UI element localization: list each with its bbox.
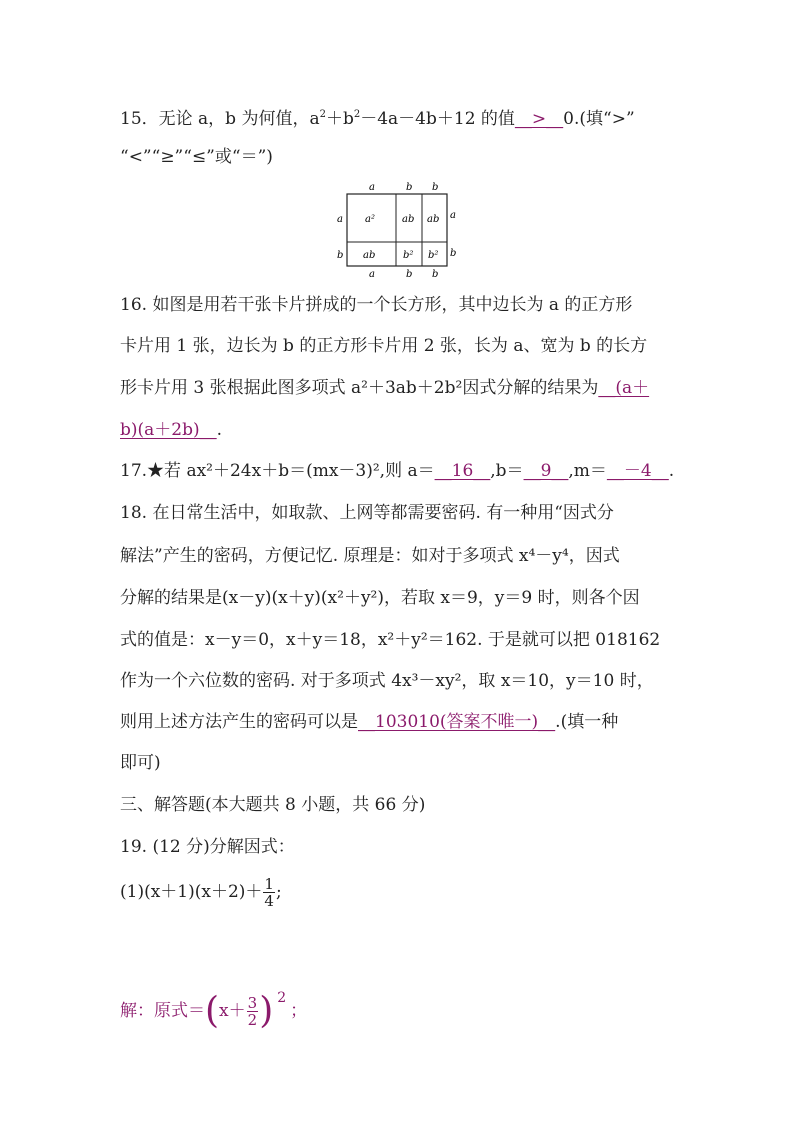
fraction-three-halves bbox=[247, 995, 259, 1028]
q17-line bbox=[120, 460, 674, 482]
fig-cell: ab bbox=[427, 214, 440, 225]
q16-line2: 卡片用 1 张，边长为 b 的正方形卡片用 2 张，长为 a、宽为 b 的长方 bbox=[120, 336, 648, 356]
q18-line5: 作为一个六位数的密码. 对于多项式 4x³－xy²，取 x＝10，y＝10 时， bbox=[120, 671, 654, 691]
q19-part1 bbox=[120, 872, 282, 912]
solution-label: 解：原式＝ bbox=[120, 1001, 205, 1021]
q16-answer-part2: b)(a＋2b)__ bbox=[120, 420, 217, 440]
q16-line4 bbox=[120, 419, 222, 441]
q18-text-end: .(填一种 bbox=[555, 712, 619, 732]
fig-top-label: a bbox=[369, 182, 375, 193]
fraction-one-quarter bbox=[263, 876, 275, 909]
q17-answer-b: __9__ bbox=[523, 461, 569, 481]
fig-bottom-label: b bbox=[432, 269, 439, 280]
q16-line1: 16. 如图是用若干张卡片拼成的一个长方形，其中边长为 a 的正方形 bbox=[120, 295, 633, 315]
q18-text: 则用上述方法产生的密码可以是 bbox=[120, 712, 358, 732]
fig-left-label: a bbox=[337, 214, 343, 225]
q15-text-c: －4a－4b＋12 的值 bbox=[360, 109, 515, 129]
q17-text-b: ,b＝ bbox=[490, 461, 524, 481]
q16-line3 bbox=[120, 377, 649, 399]
fraction-denominator: 2 bbox=[247, 1011, 258, 1029]
q17-answer-a: __16__ bbox=[434, 461, 491, 481]
q18-line6 bbox=[120, 711, 618, 733]
q19-title: 19. (12 分)分解因式： bbox=[120, 837, 295, 857]
q17-text-m: ,m＝ bbox=[568, 461, 607, 481]
fig-cell: b² bbox=[428, 250, 439, 261]
fig-right-label: b bbox=[450, 248, 457, 259]
q15-text-a: 15．无论 a，b 为何值，a bbox=[120, 109, 320, 129]
q17-text: 17.★若 ax²＋24x＋b＝(mx－3)²,则 a＝ bbox=[120, 461, 435, 481]
q19-part1-end: ; bbox=[275, 882, 282, 902]
fraction-numerator: 3 bbox=[247, 994, 258, 1012]
fig-top-label: b bbox=[432, 182, 439, 193]
q19-solution bbox=[120, 978, 307, 1031]
q16-end: . bbox=[216, 420, 223, 440]
fig-cell: a² bbox=[365, 214, 375, 225]
q15-line1: 15．无论 a，b 为何值，$a^2+b^2-4a-4b+12$ 的值__>__0.(填“>” bbox=[120, 109, 635, 129]
q18-line3: 分解的结果是(x－y)(x＋y)(x²＋y²)，若取 x＝9，y＝9 时，则各个因 bbox=[120, 588, 640, 608]
section-heading: 三、解答题(本大题共 8 小题，共 66 分) bbox=[120, 795, 426, 815]
right-paren: ) bbox=[259, 990, 274, 1032]
q16-text: 形卡片用 3 张根据此图多项式 a²＋3ab＋2b²因式分解的结果为 bbox=[120, 378, 599, 398]
solution-inner: x＋ bbox=[219, 1001, 246, 1021]
q18-answer: __103010(答案不唯一)__ bbox=[358, 712, 556, 732]
q17-end: . bbox=[668, 461, 675, 481]
q16-answer-part1: __(a＋ bbox=[598, 378, 650, 398]
q18-line1: 18. 在日常生活中，如取款、上网等都需要密码. 有一种用“因式分 bbox=[120, 503, 614, 523]
q18-line7: 即可) bbox=[120, 753, 161, 773]
left-paren: ( bbox=[205, 990, 220, 1032]
fig-right-label: a bbox=[450, 210, 456, 221]
q19-part1-text: (1)(x＋1)(x＋2)＋ bbox=[120, 882, 263, 902]
fraction-denominator: 4 bbox=[264, 892, 274, 910]
fraction-numerator: 1 bbox=[264, 875, 274, 893]
q15-text-b: ＋b bbox=[325, 109, 354, 129]
q18-line2: 解法”产生的密码，方便记忆. 原理是：如对于多项式 x⁴－y⁴，因式 bbox=[120, 546, 620, 566]
q18-line4: 式的值是：x－y＝0，x＋y＝18，x²＋y²＝162. 于是就可以把 018162 bbox=[120, 630, 661, 650]
fig-cell: ab bbox=[363, 250, 376, 261]
q15-line2: “<”“≥”“≤”或“＝”) bbox=[120, 147, 273, 167]
q17-answer-m: __－4__ bbox=[606, 461, 669, 481]
fig-cell: ab bbox=[402, 214, 415, 225]
fig-left-label: b bbox=[337, 250, 344, 261]
rectangle-card-figure bbox=[333, 178, 463, 282]
q15-text-d: 0.(填“>” bbox=[563, 109, 635, 129]
q15-answer: __>__ bbox=[514, 109, 564, 129]
fig-bottom-label: b bbox=[406, 269, 413, 280]
fig-bottom-label: a bbox=[369, 269, 375, 280]
fig-cell: b² bbox=[403, 250, 414, 261]
solution-exponent: 2 bbox=[277, 990, 287, 1006]
solution-end: ； bbox=[290, 1001, 308, 1021]
fig-top-label: b bbox=[406, 182, 413, 193]
